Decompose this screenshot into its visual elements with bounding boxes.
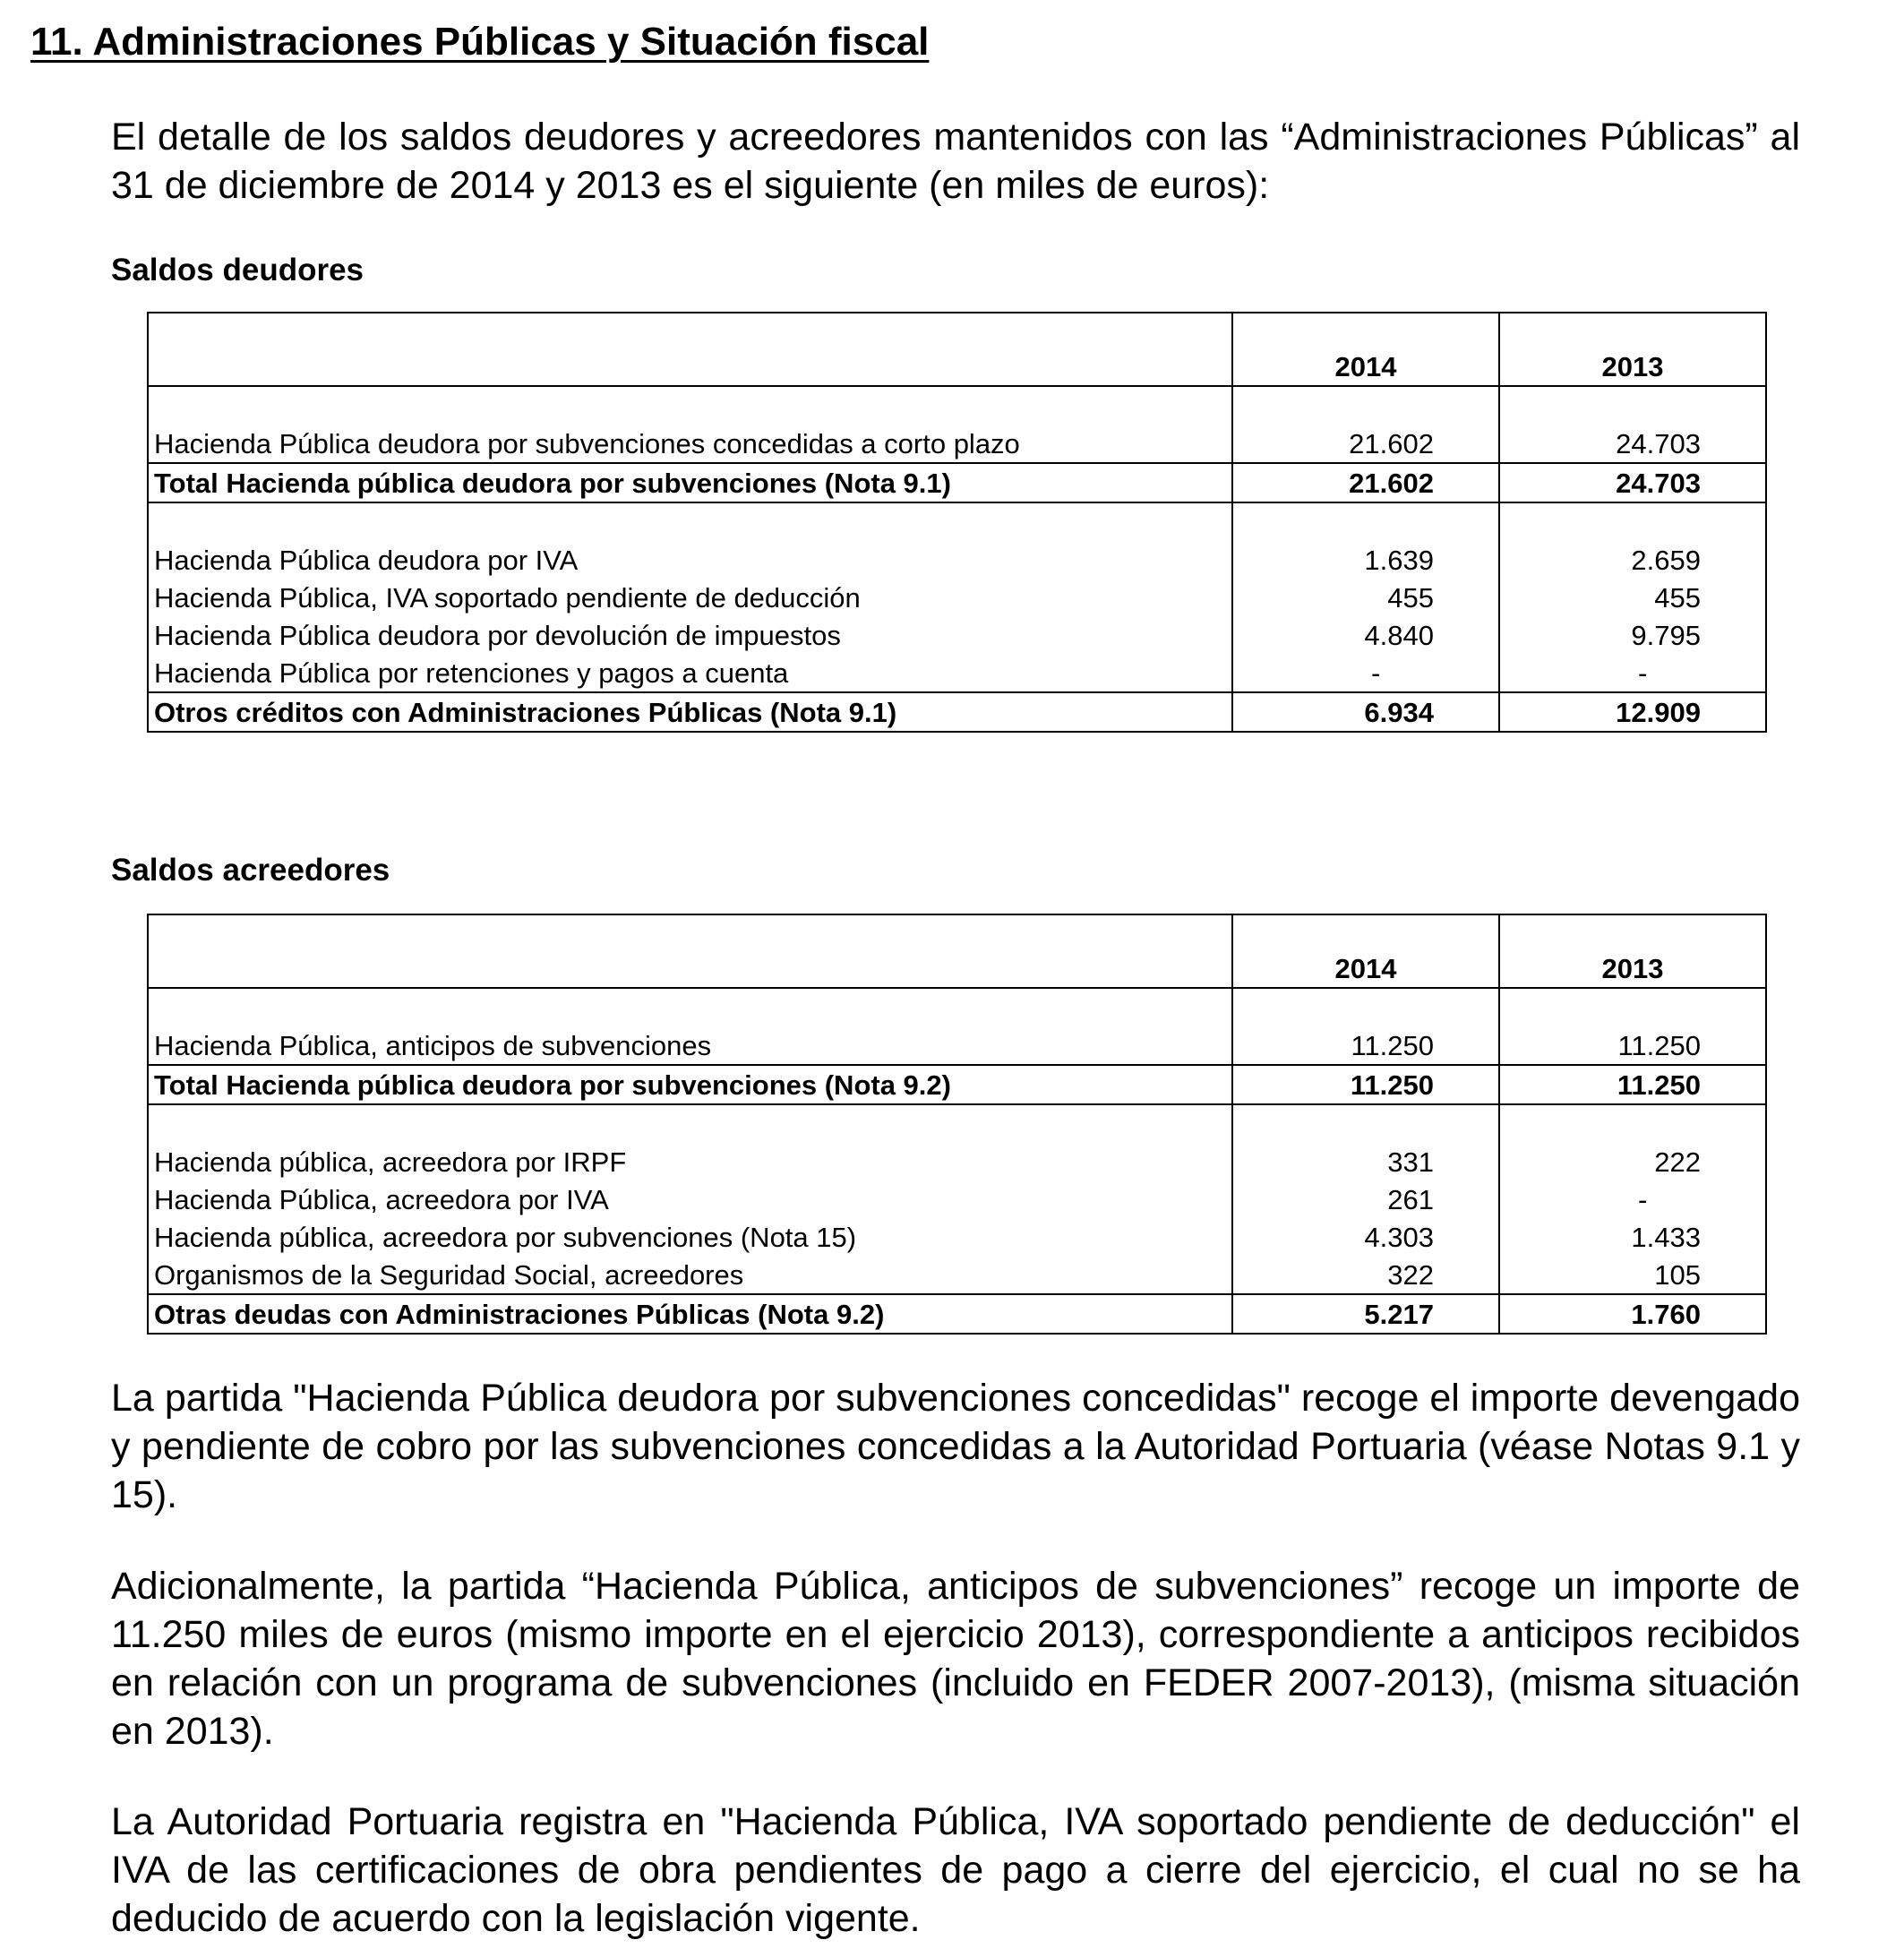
header-blank-cell: [148, 914, 1232, 988]
column-header-2013: 2013: [1499, 914, 1766, 988]
value-2014: 4.303: [1232, 1218, 1499, 1256]
acreedores-table: [147, 914, 1767, 1335]
row-label: Hacienda Pública por retenciones y pagos a cuenta: [148, 654, 1232, 692]
table-row: [148, 502, 1766, 579]
total-2013: 24.703: [1499, 463, 1766, 502]
total-2013: 12.909: [1499, 692, 1766, 732]
total-row: [148, 463, 1766, 502]
header-blank-cell: [148, 313, 1232, 386]
value-2013: 24.703: [1499, 386, 1766, 463]
value-2014: 21.602: [1232, 386, 1499, 463]
total-label: Total Hacienda pública deudora por subvenciones (Nota 9.2): [148, 1065, 1232, 1104]
row-label: Hacienda Pública, IVA soportado pendiente de deducción: [148, 579, 1232, 616]
value-2013: 2.659: [1499, 502, 1766, 579]
total-2014: 6.934: [1232, 692, 1499, 732]
value-2014: 331: [1232, 1104, 1499, 1180]
value-2014: 4.840: [1232, 616, 1499, 654]
note-paragraph-iva: La Autoridad Portuaria registra en "Hacienda Pública, IVA soportado pendiente de deducción" el IVA de las certificaciones de obra pendientes de pago a cierre del ejercicio, el cual no se ha deducido de acuerdo con la legislación vigente.: [111, 1800, 1800, 1940]
intro-paragraph: El detalle de los saldos deudores y acreedores mantenidos con las “Administraciones Públicas” al 31 de diciembre de 2014 y 2013 es el siguiente (en miles de euros):: [111, 116, 1800, 207]
total-label: Total Hacienda pública deudora por subvenciones (Nota 9.1): [148, 463, 1232, 502]
total-label: Otros créditos con Administraciones Públicas (Nota 9.1): [148, 692, 1232, 732]
table-row: [148, 386, 1766, 463]
value-2013: 11.250: [1499, 988, 1766, 1065]
value-2014: 261: [1232, 1180, 1499, 1218]
row-label: Hacienda Pública deudora por devolución de impuestos: [148, 616, 1232, 654]
table-row: [148, 579, 1766, 616]
row-label: Hacienda Pública deudora por IVA: [148, 502, 1232, 579]
value-2014: -: [1232, 654, 1499, 692]
total-2014: 11.250: [1232, 1065, 1499, 1104]
table-row: [148, 1104, 1766, 1180]
table-row: [148, 616, 1766, 654]
total-2014: 21.602: [1232, 463, 1499, 502]
total-row: [148, 692, 1766, 732]
column-header-2013: 2013: [1499, 313, 1766, 386]
table-row: [148, 654, 1766, 692]
row-label: Hacienda Pública, acreedora por IVA: [148, 1180, 1232, 1218]
row-label: Hacienda pública, acreedora por subvenciones (Nota 15): [148, 1218, 1232, 1256]
value-2013: 1.433: [1499, 1218, 1766, 1256]
note-paragraph-subvenciones: La partida "Hacienda Pública deudora por subvenciones concedidas" recoge el importe devengado y pendiente de cobro por las subvenciones concedidas a la Autoridad Portuaria (véase Notas 9.1 y 15).: [111, 1377, 1800, 1516]
value-2013: 105: [1499, 1256, 1766, 1294]
row-label: Organismos de la Seguridad Social, acreedores: [148, 1256, 1232, 1294]
total-row: [148, 1294, 1766, 1334]
row-label: Hacienda Pública, anticipos de subvenciones: [148, 988, 1232, 1065]
value-2013: 455: [1499, 579, 1766, 616]
value-2014: 455: [1232, 579, 1499, 616]
table-row: [148, 988, 1766, 1065]
row-label: Hacienda Pública deudora por subvenciones concedidas a corto plazo: [148, 386, 1232, 463]
total-2014: 5.217: [1232, 1294, 1499, 1334]
section-heading: 11. Administraciones Públicas y Situación fiscal: [30, 20, 930, 64]
acreedores-title: Saldos acreedores: [111, 853, 390, 888]
total-label: Otras deudas con Administraciones Públicas (Nota 9.2): [148, 1294, 1232, 1334]
table-header-row: [148, 313, 1766, 386]
value-2014: 322: [1232, 1256, 1499, 1294]
total-row: [148, 1065, 1766, 1104]
value-2013: 9.795: [1499, 616, 1766, 654]
value-2013: -: [1499, 654, 1766, 692]
row-label: Hacienda pública, acreedora por IRPF: [148, 1104, 1232, 1180]
value-2014: 11.250: [1232, 988, 1499, 1065]
deudores-title: Saldos deudores: [111, 253, 365, 288]
column-header-2014: 2014: [1232, 914, 1499, 988]
deudores-table: [147, 312, 1767, 733]
value-2014: 1.639: [1232, 502, 1499, 579]
table-row: [148, 1218, 1766, 1256]
total-2013: 1.760: [1499, 1294, 1766, 1334]
note-paragraph-anticipos: Adicionalmente, la partida “Hacienda Pública, anticipos de subvenciones” recoge un importe de 11.250 miles de euros (mismo importe en el ejercicio 2013), correspondiente a anticipos recibidos en relación con un programa de subvenciones (incluido en FEDER 2007-2013), (misma situación en 2013).: [111, 1565, 1800, 1753]
column-header-2014: 2014: [1232, 313, 1499, 386]
table-header-row: [148, 914, 1766, 988]
value-2013: 222: [1499, 1104, 1766, 1180]
table-row: [148, 1256, 1766, 1294]
total-2013: 11.250: [1499, 1065, 1766, 1104]
table-row: [148, 1180, 1766, 1218]
value-2013: -: [1499, 1180, 1766, 1218]
